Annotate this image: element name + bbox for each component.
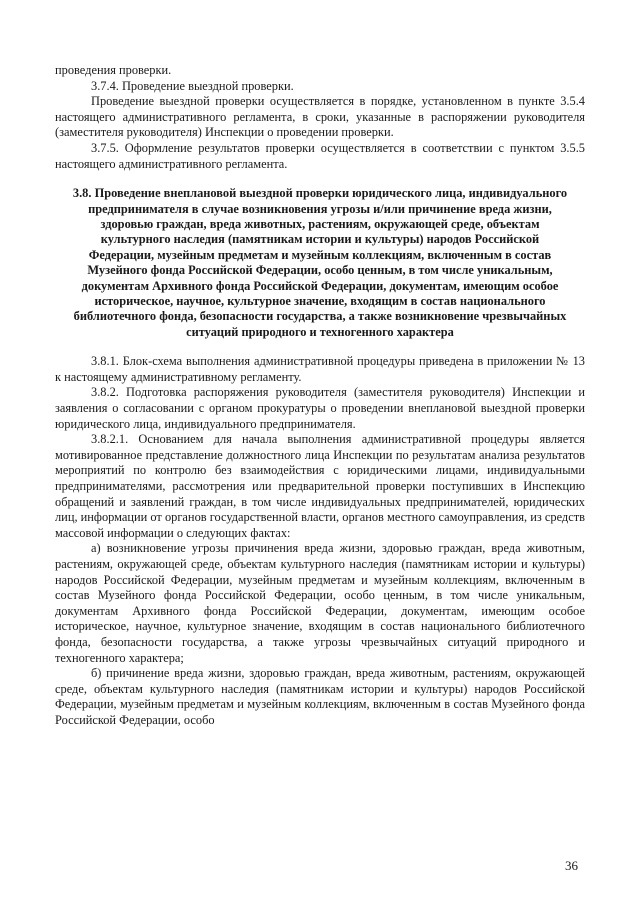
paragraph-3-8-2-1: 3.8.2.1. Основанием для начала выполнения административной процедуры является мотивированное представление должностного лица Инспекции по результатам анализа результатов мероприятий по контролю без взаимодействия с юридическими лицами, индивидуальными предпринимателями, рассмотрения или предварительной проверки поступивших в Инспекцию обращений и заявлений граждан, в том числе индивидуальных предпринимателей, юридических лиц, информации от органов государственной власти, органов местного самоуправления, из средств массовой информации о следующих фактах: bbox=[55, 432, 585, 540]
page-number: 36 bbox=[565, 858, 578, 873]
paragraph-3-7-4-body: Проведение выездной проверки осуществляется в порядке, установленном в пункте 3.5.4 настоящего административного регламента, в сроки, указанные в распоряжении руководителя (заместителя руководителя) Инспекции о проведении проверки. bbox=[55, 94, 585, 140]
list-item-b: б) причинение вреда жизни, здоровью граждан, вреда животным, растениям, окружающей среде, объектам культурного наследия (памятникам истории и культуры) народов Российской Федерации, музейным предметам и музейным коллекциям, включенным в состав Музейного фонда Российской Федерации, особо bbox=[55, 666, 585, 727]
section-heading-3-8: 3.8. Проведение внеплановой выездной проверки юридического лица, индивидуального предпринимателя в случае возникновения угрозы и/или причинение вреда жизни, здоровью граждан, вреда животных, растениям, окружающей среде, объектам культурного наследия (памятникам истории и культуры) народов Российской Федерации, музейным предметам и музейным коллекциям, включенным в состав Музейного фонда Российской Федерации, особо ценным, в том числе уникальным, документам Архивного фонда Российской Федерации, документам, имеющим особое историческое, научное, культурное значение, входящим в состав национального библиотечного фонда, безопасности государства, а также возникновение чрезвычайных ситуаций природного и техногенного характера bbox=[72, 186, 568, 339]
document-page bbox=[55, 63, 585, 728]
spacer bbox=[55, 172, 585, 186]
list-item-a: а) возникновение угрозы причинения вреда жизни, здоровью граждан, вреда животным, растениям, окружающей среде, объектам культурного наследия (памятникам истории и культуры) народов Российской Федерации, музейным предметам и музейным коллекциям, включенным в состав Музейного фонда Российской Федерации, особо ценным, в том числе уникальным, документам Архивного фонда Российской Федерации, документам, имеющим особое историческое, научное, культурное значение, входящим в состав национального библиотечного фонда, безопасности государства, а также угрозы чрезвычайных ситуаций природного и техногенного характера; bbox=[55, 541, 585, 665]
spacer bbox=[55, 340, 585, 354]
paragraph-3-8-1: 3.8.1. Блок-схема выполнения административной процедуры приведена в приложении № 13 к настоящему административному регламенту. bbox=[55, 354, 585, 384]
paragraph-3-8-2: 3.8.2. Подготовка распоряжения руководителя (заместителя руководителя) Инспекции и заявления о согласовании с органом прокуратуры о проведении внеплановой выездной проверки юридического лица, индивидуального предпринимателя. bbox=[55, 385, 585, 431]
paragraph-continuation: проведения проверки. bbox=[55, 63, 172, 77]
paragraph-3-7-4-title: 3.7.4. Проведение выездной проверки. bbox=[91, 78, 294, 93]
paragraph-3-7-5: 3.7.5. Оформление результатов проверки осуществляется в соответствии с пунктом 3.5.5 настоящего административного регламента. bbox=[55, 140, 585, 171]
